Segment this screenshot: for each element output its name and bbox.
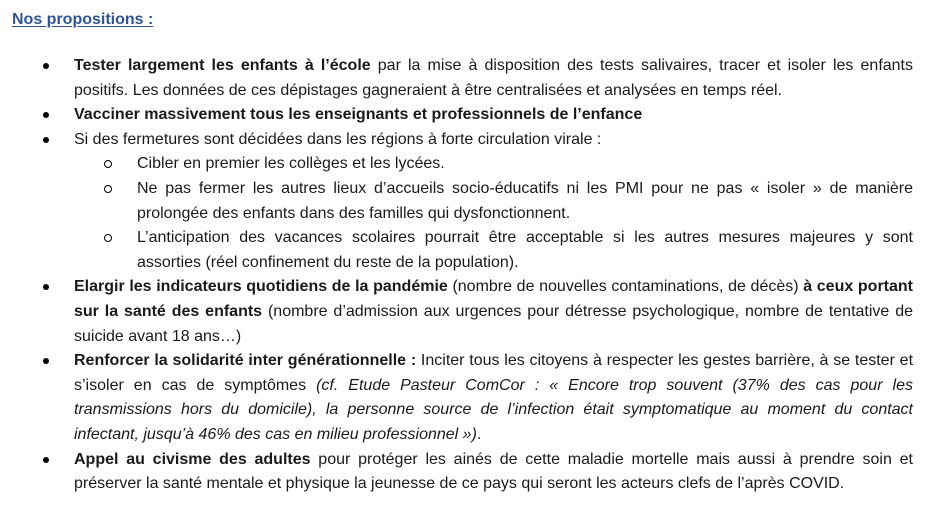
item-text: (nombre de nouvelles contaminations, de décès)	[447, 278, 804, 296]
item-italic-citation: (cf. Etude Pasteur ComCor : « Encore trop souvent (37% des cas pour les transmissions hors du domicile), la personne source de l’infection était symptomatique au moment du contact infectant, jusqu’à 46% des cas en milieu professionnel »)	[74, 376, 913, 443]
sub-item-text: Ne pas fermer les autres lieux d’accueils socio-éducatifs ni les PMI pour ne pas « isoler » de manière prolongée des enfants dans des familles qui dysfonctionnent.	[137, 179, 913, 222]
sub-item	[74, 226, 913, 275]
list-item-vaccination	[0, 103, 913, 128]
item-text: Inciter tous les citoyens à respecter les gestes barrière, à se tester et s’isoler en cas de symptômes	[74, 352, 914, 394]
sub-item-text: L’anticipation des vacances scolaires pourrait être acceptable si les autres mesures majeures y sont assorties (réel confinement du reste de la population).	[137, 229, 913, 271]
circle-bullet-icon	[104, 185, 112, 193]
bullet-icon	[43, 284, 49, 290]
item-bold-2: à ceux portant sur la santé des enfants	[74, 278, 914, 320]
item-bold: Vacciner massivement tous les enseignants et professionnels de l’enfance	[74, 106, 643, 124]
circle-bullet-icon	[104, 234, 112, 242]
bullet-icon	[43, 112, 49, 118]
bullet-icon	[43, 358, 49, 364]
section-heading: Nos propositions :	[12, 11, 154, 28]
bullet-icon	[43, 63, 49, 69]
propositions-list	[0, 54, 913, 497]
bullet-icon	[43, 457, 49, 463]
item-bold: Appel au civisme des adultes	[74, 450, 311, 468]
item-text: pour protéger les ainés de cette maladie mortelle mais aussi à prendre soin et préserver la santé mentale et physique la jeunesse de ce pays qui seront les acteurs clefs de l’après COVID.	[74, 450, 913, 493]
list-item-civism	[0, 448, 913, 497]
circle-bullet-icon	[104, 160, 112, 168]
sub-item	[74, 152, 913, 177]
sub-item	[74, 177, 913, 226]
item-text: par la mise à disposition des tests salivaires, tracer et isoler les enfants positifs. Les données de ces dépistages gagneraient à être centralisées et analysées en temps réel.	[74, 57, 914, 99]
item-text-2: .	[476, 425, 482, 443]
bullet-icon	[43, 137, 49, 143]
list-item-indicators	[0, 275, 913, 349]
list-item-closures	[0, 128, 913, 276]
list-item-testing	[0, 54, 913, 103]
item-text-2: (nombre d’admission aux urgences pour détresse psychologique, nombre de tentative de suicide avant 18 ans…)	[74, 302, 913, 345]
item-bold: Renforcer la solidarité inter générationnelle :	[74, 352, 417, 370]
item-bold: Elargir les indicateurs quotidiens de la pandémie	[74, 278, 448, 296]
sub-item-text: Cibler en premier les collèges et les lycées.	[137, 155, 445, 173]
list-item-solidarity	[0, 349, 913, 447]
item-text: Si des fermetures sont décidées dans les régions à forte circulation virale :	[74, 130, 602, 148]
closures-sublist	[74, 152, 913, 275]
item-bold: Tester largement les enfants à l’école	[74, 57, 371, 74]
